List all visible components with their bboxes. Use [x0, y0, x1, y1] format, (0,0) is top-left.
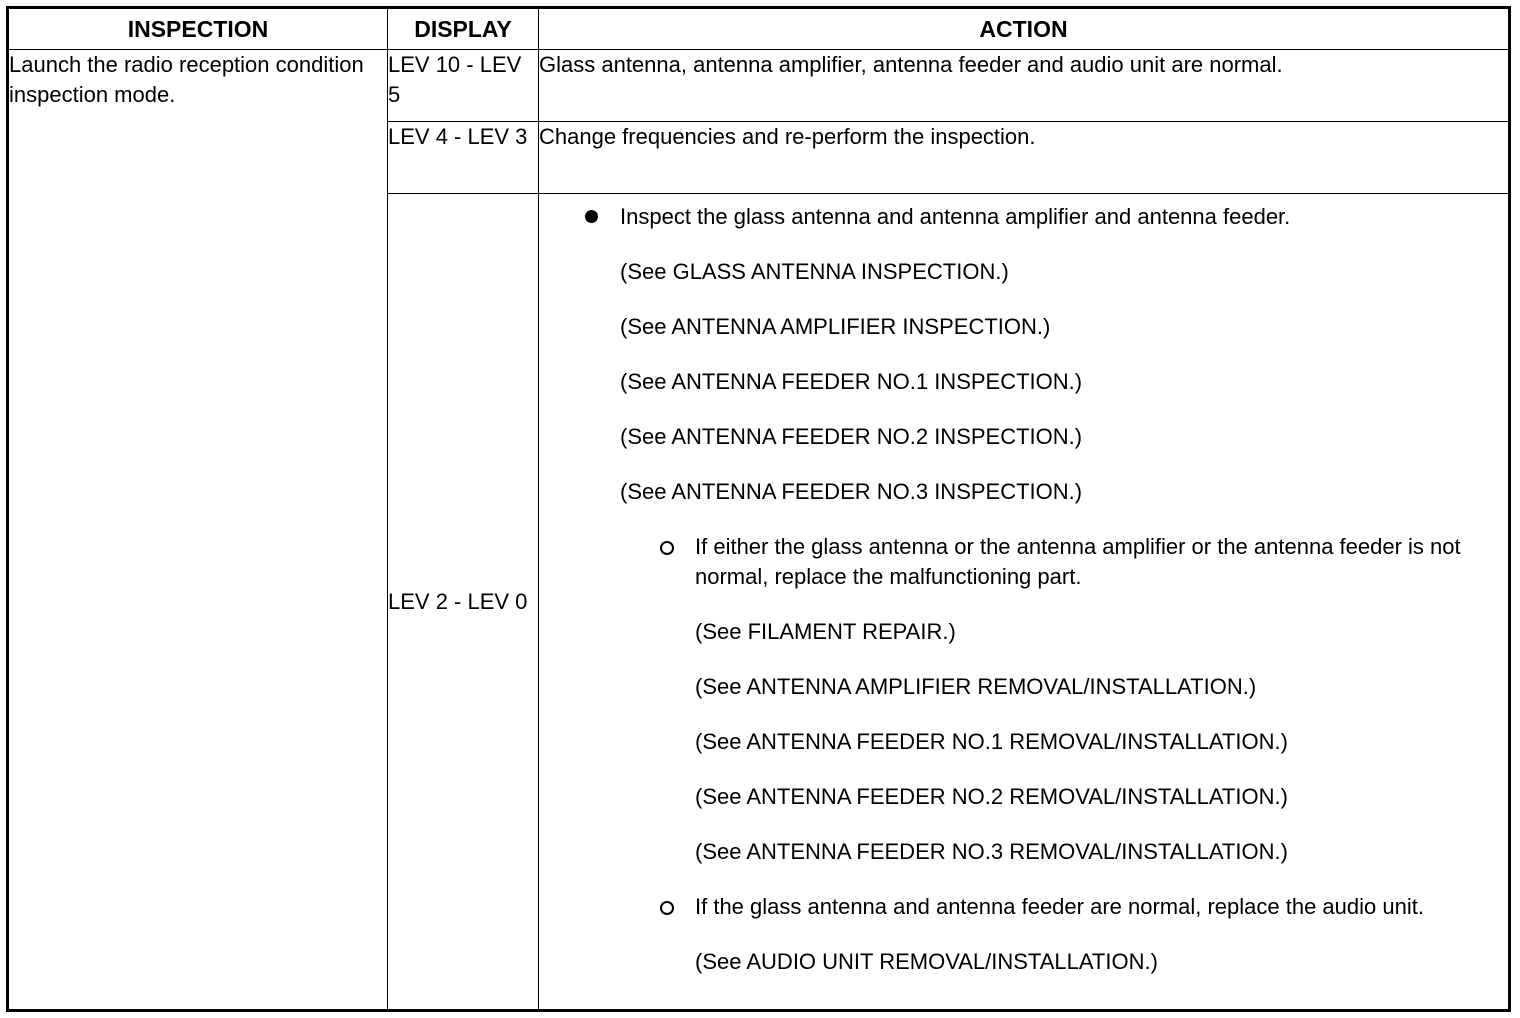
header-display: DISPLAY	[388, 8, 539, 50]
action-cell	[539, 50, 1510, 122]
list-item	[660, 892, 1508, 977]
display-text: LEV 4 - LEV 3	[388, 124, 528, 149]
table-row	[8, 50, 1510, 122]
bullet-text: Inspect the glass antenna and antenna amplifier and antenna feeder.	[620, 204, 1291, 229]
reference-text: (See ANTENNA FEEDER NO.1 INSPECTION.)	[620, 369, 1083, 394]
open-bullet-icon	[660, 901, 674, 915]
sub-bullet-list	[660, 532, 1508, 977]
display-cell	[388, 50, 539, 122]
list-item	[660, 532, 1508, 867]
reference-text: (See FILAMENT REPAIR.)	[695, 619, 956, 644]
reference-text: (See ANTENNA FEEDER NO.2 REMOVAL/INSTALLATION.)	[695, 784, 1288, 809]
sub-bullet-text: If either the glass antenna or the antenna amplifier or the antenna feeder is not normal, replace the malfunctioning part.	[695, 534, 1461, 589]
action-cell	[539, 122, 1510, 194]
inspection-table	[6, 6, 1511, 1012]
reference-text: (See ANTENNA FEEDER NO.1 REMOVAL/INSTALLATION.)	[695, 729, 1288, 754]
reference-text: (See ANTENNA FEEDER NO.2 INSPECTION.)	[620, 424, 1083, 449]
display-cell	[388, 194, 539, 1011]
display-text: LEV 2 - LEV 0	[388, 588, 528, 614]
display-cell	[388, 122, 539, 194]
display-text: LEV 10 - LEV 5	[388, 52, 522, 107]
filled-bullet-icon	[585, 210, 598, 223]
header-inspection: INSPECTION	[8, 8, 388, 50]
reference-text: (See ANTENNA AMPLIFIER REMOVAL/INSTALLATION.)	[695, 674, 1257, 699]
reference-text: (See AUDIO UNIT REMOVAL/INSTALLATION.)	[695, 949, 1158, 974]
list-item	[585, 202, 1508, 977]
header-action: ACTION	[539, 8, 1510, 50]
reference-text: (See GLASS ANTENNA INSPECTION.)	[620, 259, 1009, 284]
header-row	[8, 8, 1510, 50]
reference-text: (See ANTENNA AMPLIFIER INSPECTION.)	[620, 314, 1051, 339]
reference-text: (See ANTENNA FEEDER NO.3 REMOVAL/INSTALLATION.)	[695, 839, 1288, 864]
sub-bullet-text: If the glass antenna and antenna feeder are normal, replace the audio unit.	[695, 894, 1424, 919]
action-text: Change frequencies and re-perform the inspection.	[539, 124, 1036, 149]
action-text: Glass antenna, antenna amplifier, antenna feeder and audio unit are normal.	[539, 52, 1283, 77]
inspection-text: Launch the radio reception condition inspection mode.	[9, 52, 364, 107]
open-bullet-icon	[660, 541, 674, 555]
reference-text: (See ANTENNA FEEDER NO.3 INSPECTION.)	[620, 479, 1083, 504]
inspection-cell	[8, 50, 388, 1011]
action-cell	[539, 194, 1510, 1011]
action-bullet-list	[539, 194, 1508, 977]
